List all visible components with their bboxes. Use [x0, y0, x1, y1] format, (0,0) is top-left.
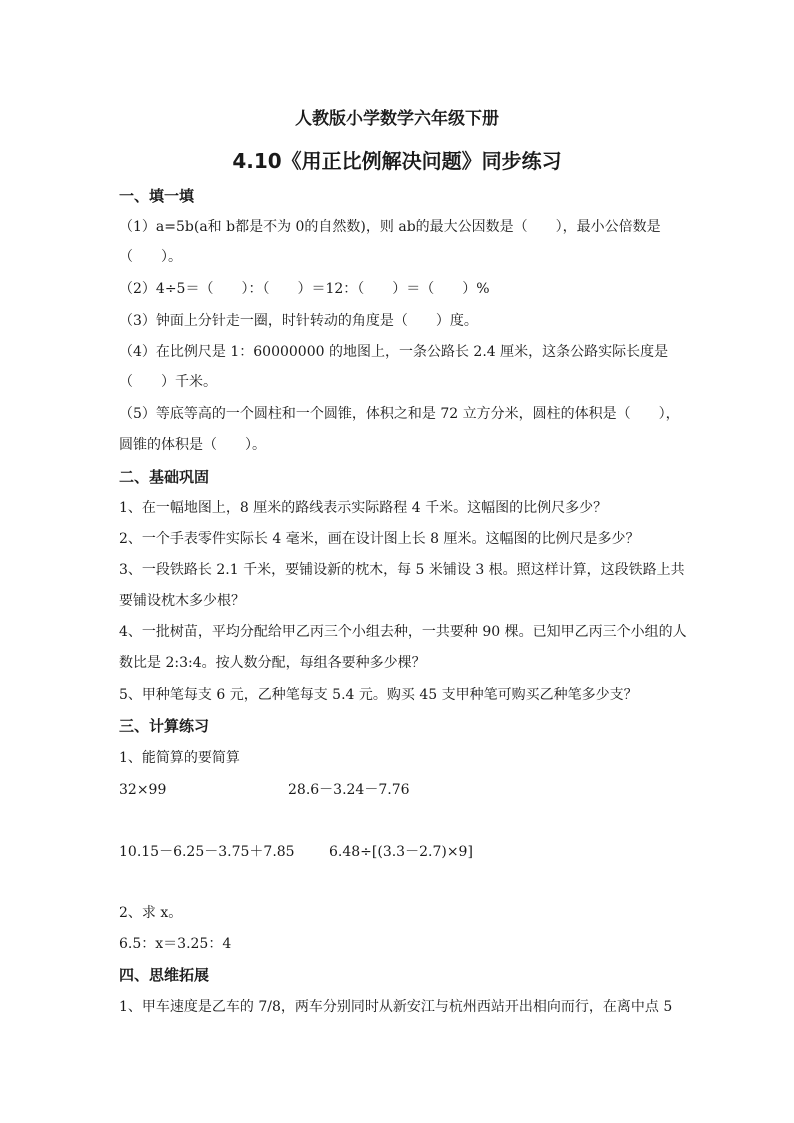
section2-q4-line1: 4、一批树苗，平均分配给甲乙丙三个小组去种，一共要种 90 棵。已知甲乙丙三个小组的人	[119, 624, 687, 640]
section4-q1: 1、甲车速度是乙车的 7/8，两车分别同时从新安江与杭州西站开出相向而行，在离中点 5	[119, 999, 673, 1015]
section1-q1-line1: （1）a=5b(a和 b都是不为 0的自然数)，则 ab的最大公因数是（ ），最小公倍数是	[119, 219, 661, 235]
section1-q5-line1: （5）等底等高的一个圆柱和一个圆锥，体积之和是 72 立方分米，圆柱的体积是（ ），	[119, 406, 680, 422]
section2-q2: 2、一个手表零件实际长 4 毫米，画在设计图上长 8 厘米。这幅图的比例尺是多少？	[119, 531, 640, 547]
section3-sub2: 2、求 x。	[119, 905, 183, 921]
section2-q5: 5、甲种笔每支 6 元，乙种笔每支 5.4 元。购买 45 支甲种笔可购买乙种笔多少支？	[119, 687, 638, 703]
section2-q1: 1、在一幅地图上，8 厘米的路线表示实际路程 4 千米。这幅图的比例尺多少？	[119, 500, 608, 516]
section2-q3-line2: 要铺设枕木多少根？	[119, 593, 245, 609]
calc-expression-3: 10.15－6.25－3.75＋7.85	[119, 844, 295, 860]
section1-q4-line1: （4）在比例尺是 1：60000000 的地图上，一条公路长 2.4 厘米，这条公路实际长度是	[119, 344, 669, 360]
document-title: 人教版小学数学六年级下册	[295, 109, 499, 129]
section2-heading: 二、基础巩固	[119, 468, 210, 486]
section1-q5-line2: 圆锥的体积是（ ）。	[119, 437, 266, 453]
section3-heading: 三、计算练习	[119, 717, 210, 735]
section2-q4-line2: 数比是 2:3:4。按人数分配，每组各要种多少棵？	[119, 655, 426, 671]
calc-expression-4: 6.48÷[(3.3－2.7)×9]	[329, 844, 473, 860]
section1-heading: 一、填一填	[119, 187, 195, 205]
equation-1: 6.5：x＝3.25：4	[119, 936, 232, 952]
section1-q1-line2: （ ）。	[119, 249, 182, 265]
section1-q4-line2: （ ）千米。	[119, 374, 217, 390]
calc-expression-1: 32×99	[119, 782, 167, 798]
section1-q2: （2）4÷5＝（ ）：（ ）＝12：（ ）＝（ ）%	[119, 281, 490, 297]
document-subtitle: 4.10《用正比例解决问题》同步练习	[232, 149, 562, 173]
section3-sub1: 1、能简算的要简算	[119, 750, 240, 766]
section2-q3-line1: 3、一段铁路长 2.1 千米，要铺设新的枕木，每 5 米铺设 3 根。照这样计算，这段铁路上共	[119, 562, 685, 578]
section4-heading: 四、思维拓展	[119, 966, 210, 984]
section1-q3: （3）钟面上分针走一圈，时针转动的角度是（ ）度。	[119, 313, 478, 329]
calc-expression-2: 28.6－3.24－7.76	[288, 782, 410, 798]
